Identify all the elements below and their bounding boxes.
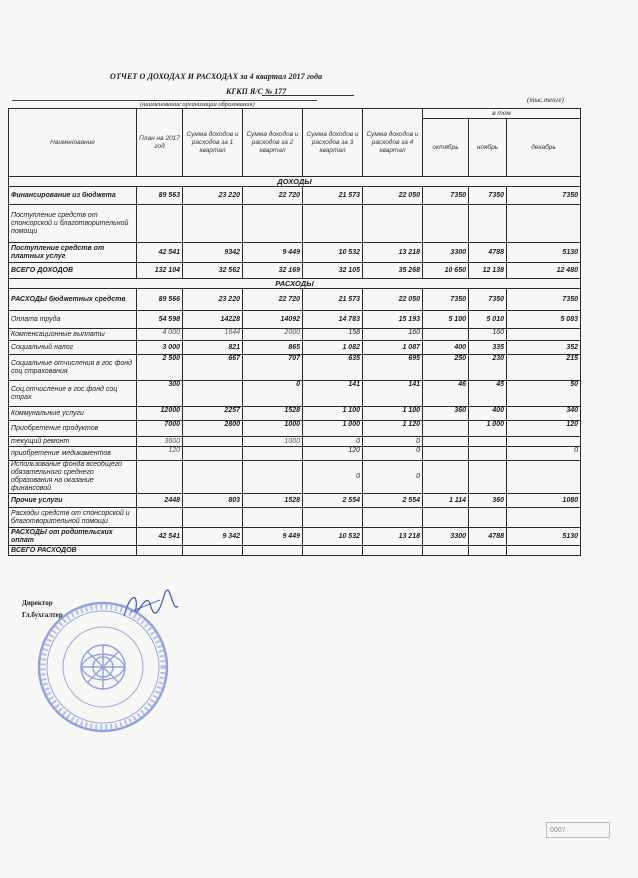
cell-oct — [423, 508, 469, 528]
cell-nov: 5 010 — [469, 311, 507, 329]
cell-q1: 2800 — [183, 421, 243, 437]
cell-oct: 5 100 — [423, 311, 469, 329]
cell-q2: 1528 — [243, 407, 303, 421]
cell-q2 — [243, 546, 303, 556]
row-label: Расходы средств от спонсорской и благотворительной помощи — [9, 508, 137, 528]
cell-q3: 1 100 — [303, 407, 363, 421]
cell-nov: 1 000 — [469, 421, 507, 437]
accountant-signature-label: Гл.бухгалтер — [22, 611, 63, 619]
cell-dec — [507, 437, 581, 447]
cell-nov — [469, 437, 507, 447]
cell-oct: 10 650 — [423, 263, 469, 279]
cell-oct — [423, 421, 469, 437]
row-label: Оплата труда — [9, 311, 137, 329]
col-q3-header: Сумма доходов и расходов за 3 квартал — [303, 109, 363, 177]
cell-q3 — [303, 546, 363, 556]
cell-q3: 1 000 — [303, 421, 363, 437]
director-signature-label: Директор — [22, 599, 53, 607]
row-label: Прочие услуги — [9, 494, 137, 508]
col-plan-header: План на 2017 год — [137, 109, 183, 177]
cell-q2: 1528 — [243, 494, 303, 508]
row-label: Социальные отчисления в гос фонд соц страхования — [9, 355, 137, 381]
row-label: Коммунальные услуги — [9, 407, 137, 421]
row-label: РАСХОДЫ бюджетных средств — [9, 289, 137, 311]
cell-oct: 7350 — [423, 187, 469, 205]
cell-dec: 340 — [507, 407, 581, 421]
cell-dec: 0 — [507, 447, 581, 461]
cell-q4: 1 087 — [363, 341, 423, 355]
cell-q1 — [183, 447, 243, 461]
col-nov-header: ноябрь — [469, 119, 507, 177]
row-label: РАСХОДЫ от родительских оплат — [9, 528, 137, 546]
cell-q2: 14092 — [243, 311, 303, 329]
row-label: ВСЕГО ДОХОДОВ — [9, 263, 137, 279]
cell-q1: 14228 — [183, 311, 243, 329]
cell-q3: 0 — [303, 461, 363, 494]
cell-plan: 54 598 — [137, 311, 183, 329]
cell-oct: 3300 — [423, 243, 469, 263]
cell-q4: 160 — [363, 329, 423, 341]
cell-q1 — [183, 437, 243, 447]
cell-oct — [423, 329, 469, 341]
cell-q2: 32 169 — [243, 263, 303, 279]
cell-plan: 12000 — [137, 407, 183, 421]
cell-q3: 21 573 — [303, 187, 363, 205]
cell-q3: 635 — [303, 355, 363, 381]
row-label: Поступление средств от платных услуг — [9, 243, 137, 263]
cell-oct: 3300 — [423, 528, 469, 546]
cell-plan: 42 541 — [137, 528, 183, 546]
report-title: ОТЧЕТ О ДОХОДАХ И РАСХОДАХ за 4 квартал 2017 года — [110, 72, 323, 81]
cell-q4: 0 — [363, 461, 423, 494]
cell-q2 — [243, 447, 303, 461]
cell-dec: 7350 — [507, 289, 581, 311]
cell-nov — [469, 205, 507, 243]
cell-q3: 14 783 — [303, 311, 363, 329]
cell-q2: 0 — [243, 381, 303, 407]
cell-q3: 0 — [303, 437, 363, 447]
col-oct-header: октябрь — [423, 119, 469, 177]
cell-q2: 707 — [243, 355, 303, 381]
cell-plan — [137, 205, 183, 243]
cell-q3: 10 532 — [303, 243, 363, 263]
cell-nov: 7350 — [469, 187, 507, 205]
row-label: Соц.отчисление в гос.фонд соц страх — [9, 381, 137, 407]
cell-plan: 2448 — [137, 494, 183, 508]
cell-oct: 7350 — [423, 289, 469, 311]
table-row — [9, 447, 581, 461]
income-rows — [9, 187, 581, 279]
col-q2-header: Сумма доходов и расходов за 2 квартал — [243, 109, 303, 177]
cell-q4 — [363, 205, 423, 243]
table-row — [9, 205, 581, 243]
cell-oct — [423, 447, 469, 461]
cell-q1: 803 — [183, 494, 243, 508]
cell-q2 — [243, 461, 303, 494]
cell-plan: 2 500 — [137, 355, 183, 381]
cell-q3: 2 554 — [303, 494, 363, 508]
table-row — [9, 355, 581, 381]
cell-q2: 9 449 — [243, 243, 303, 263]
cell-q3 — [303, 508, 363, 528]
cell-plan: 120 — [137, 447, 183, 461]
cell-oct — [423, 461, 469, 494]
cell-q4: 141 — [363, 381, 423, 407]
cell-q4 — [363, 508, 423, 528]
cell-plan: 89 566 — [137, 289, 183, 311]
table-row — [9, 341, 581, 355]
table-row — [9, 437, 581, 447]
cell-nov: 335 — [469, 341, 507, 355]
cell-dec: 215 — [507, 355, 581, 381]
cell-dec: 7350 — [507, 187, 581, 205]
code-underline — [262, 95, 354, 96]
table-row — [9, 421, 581, 437]
cell-q1: 9 342 — [183, 528, 243, 546]
col-in-that-header: в том — [423, 109, 581, 119]
cell-dec: 1080 — [507, 494, 581, 508]
row-label: Социальный налог — [9, 341, 137, 355]
col-name-header: Наименование — [9, 109, 137, 177]
cell-oct — [423, 437, 469, 447]
cell-nov: 160 — [469, 329, 507, 341]
col-q4-header: Сумма доходов и расходов за 4 квартал — [363, 109, 423, 177]
cell-q4: 22 050 — [363, 187, 423, 205]
cell-q1: 1644 — [183, 329, 243, 341]
cell-plan: 42 541 — [137, 243, 183, 263]
table-row — [9, 289, 581, 311]
cell-q1: 667 — [183, 355, 243, 381]
cell-q3 — [303, 205, 363, 243]
page-number: 0007 — [546, 822, 610, 838]
cell-q4: 1 120 — [363, 421, 423, 437]
cell-q2: 9 449 — [243, 528, 303, 546]
cell-dec: 50 — [507, 381, 581, 407]
cell-plan: 89 563 — [137, 187, 183, 205]
cell-q4: 35 268 — [363, 263, 423, 279]
official-seal-stamp — [36, 600, 170, 734]
cell-q4 — [363, 546, 423, 556]
table-row — [9, 494, 581, 508]
cell-dec: 5 083 — [507, 311, 581, 329]
cell-nov — [469, 461, 507, 494]
cell-q2: 22 720 — [243, 289, 303, 311]
row-label: Поступление средств от спонсорской и благотворительной помощи — [9, 205, 137, 243]
table-row — [9, 546, 581, 556]
cell-oct: 400 — [423, 341, 469, 355]
expense-rows — [9, 289, 581, 556]
cell-dec: 352 — [507, 341, 581, 355]
cell-q3: 32 105 — [303, 263, 363, 279]
cell-plan: 7000 — [137, 421, 183, 437]
cell-q3: 158 — [303, 329, 363, 341]
cell-q4: 13 218 — [363, 528, 423, 546]
cell-q2: 2000 — [243, 329, 303, 341]
cell-nov: 45 — [469, 381, 507, 407]
organization-caption: (наименование организации образования) — [140, 101, 255, 108]
cell-plan — [137, 546, 183, 556]
cell-q1 — [183, 461, 243, 494]
table-row — [9, 407, 581, 421]
cell-q4: 1 100 — [363, 407, 423, 421]
cell-oct: 250 — [423, 355, 469, 381]
cell-q4: 2 554 — [363, 494, 423, 508]
cell-oct — [423, 205, 469, 243]
table-row — [9, 263, 581, 279]
cell-nov: 12 138 — [469, 263, 507, 279]
cell-plan: 4 000 — [137, 329, 183, 341]
cell-q2 — [243, 205, 303, 243]
cell-dec — [507, 329, 581, 341]
col-q1-header: Сумма доходов и расходов за 1 квартал — [183, 109, 243, 177]
cell-nov: 230 — [469, 355, 507, 381]
cell-dec — [507, 461, 581, 494]
cell-q1 — [183, 546, 243, 556]
cell-oct: 46 — [423, 381, 469, 407]
cell-q1: 23 220 — [183, 187, 243, 205]
table-row — [9, 528, 581, 546]
cell-q4: 695 — [363, 355, 423, 381]
table-row — [9, 311, 581, 329]
row-label: Приобретение продуктов — [9, 421, 137, 437]
cell-oct: 1 114 — [423, 494, 469, 508]
cell-q2: 1000 — [243, 421, 303, 437]
organization-code: КГКП Я/С № 177 — [226, 87, 287, 96]
cell-q4: 22 050 — [363, 289, 423, 311]
cell-q1: 23 220 — [183, 289, 243, 311]
row-label: Финансирование из бюджета — [9, 187, 137, 205]
row-label: Компенсационные выплаты — [9, 329, 137, 341]
cell-dec — [507, 205, 581, 243]
cell-nov: 400 — [469, 407, 507, 421]
cell-q2: 865 — [243, 341, 303, 355]
cell-q3: 141 — [303, 381, 363, 407]
cell-q4: 15 193 — [363, 311, 423, 329]
row-label: приобретение медикаментов — [9, 447, 137, 461]
cell-oct: 360 — [423, 407, 469, 421]
row-label: текущий ремонт — [9, 437, 137, 447]
table-row — [9, 381, 581, 407]
table-row — [9, 329, 581, 341]
table-row — [9, 508, 581, 528]
cell-dec: 5130 — [507, 528, 581, 546]
cell-q1 — [183, 205, 243, 243]
cell-q1: 821 — [183, 341, 243, 355]
income-expense-table — [8, 108, 581, 556]
cell-q1 — [183, 381, 243, 407]
cell-q3: 1 082 — [303, 341, 363, 355]
cell-dec — [507, 508, 581, 528]
cell-q2 — [243, 508, 303, 528]
cell-nov: 7350 — [469, 289, 507, 311]
cell-nov — [469, 447, 507, 461]
cell-q1: 32 562 — [183, 263, 243, 279]
cell-plan: 3600 — [137, 437, 183, 447]
cell-nov — [469, 546, 507, 556]
cell-q4: 0 — [363, 447, 423, 461]
col-dec-header: декабрь — [507, 119, 581, 177]
cell-q3: 120 — [303, 447, 363, 461]
cell-nov: 4788 — [469, 528, 507, 546]
table-row — [9, 461, 581, 494]
cell-dec: 12 480 — [507, 263, 581, 279]
cell-dec: 5130 — [507, 243, 581, 263]
cell-q4: 0 — [363, 437, 423, 447]
cell-q2: 22 720 — [243, 187, 303, 205]
cell-q1 — [183, 508, 243, 528]
units-label: (тыс.тенге) — [527, 96, 564, 104]
table-row — [9, 187, 581, 205]
cell-plan: 132 104 — [137, 263, 183, 279]
cell-plan: 3 000 — [137, 341, 183, 355]
cell-nov: 360 — [469, 494, 507, 508]
cell-q1: 2257 — [183, 407, 243, 421]
cell-q4: 13 218 — [363, 243, 423, 263]
cell-plan: 300 — [137, 381, 183, 407]
income-section-header: ДОХОДЫ — [9, 177, 581, 187]
cell-plan — [137, 508, 183, 528]
cell-q1: 9342 — [183, 243, 243, 263]
table-row — [9, 243, 581, 263]
cell-q3: 10 532 — [303, 528, 363, 546]
cell-dec: 120 — [507, 421, 581, 437]
cell-nov: 4788 — [469, 243, 507, 263]
cell-plan — [137, 461, 183, 494]
cell-q2: 1000 — [243, 437, 303, 447]
cell-oct — [423, 546, 469, 556]
cell-nov — [469, 508, 507, 528]
cell-q3: 21 573 — [303, 289, 363, 311]
row-label: ВСЕГО РАСХОДОВ — [9, 546, 137, 556]
cell-dec — [507, 546, 581, 556]
row-label: Использование фонда всеобщего обязательного среднего образования на оказание финансовой — [9, 461, 137, 494]
expenses-section-header: РАСХОДЫ — [9, 279, 581, 289]
